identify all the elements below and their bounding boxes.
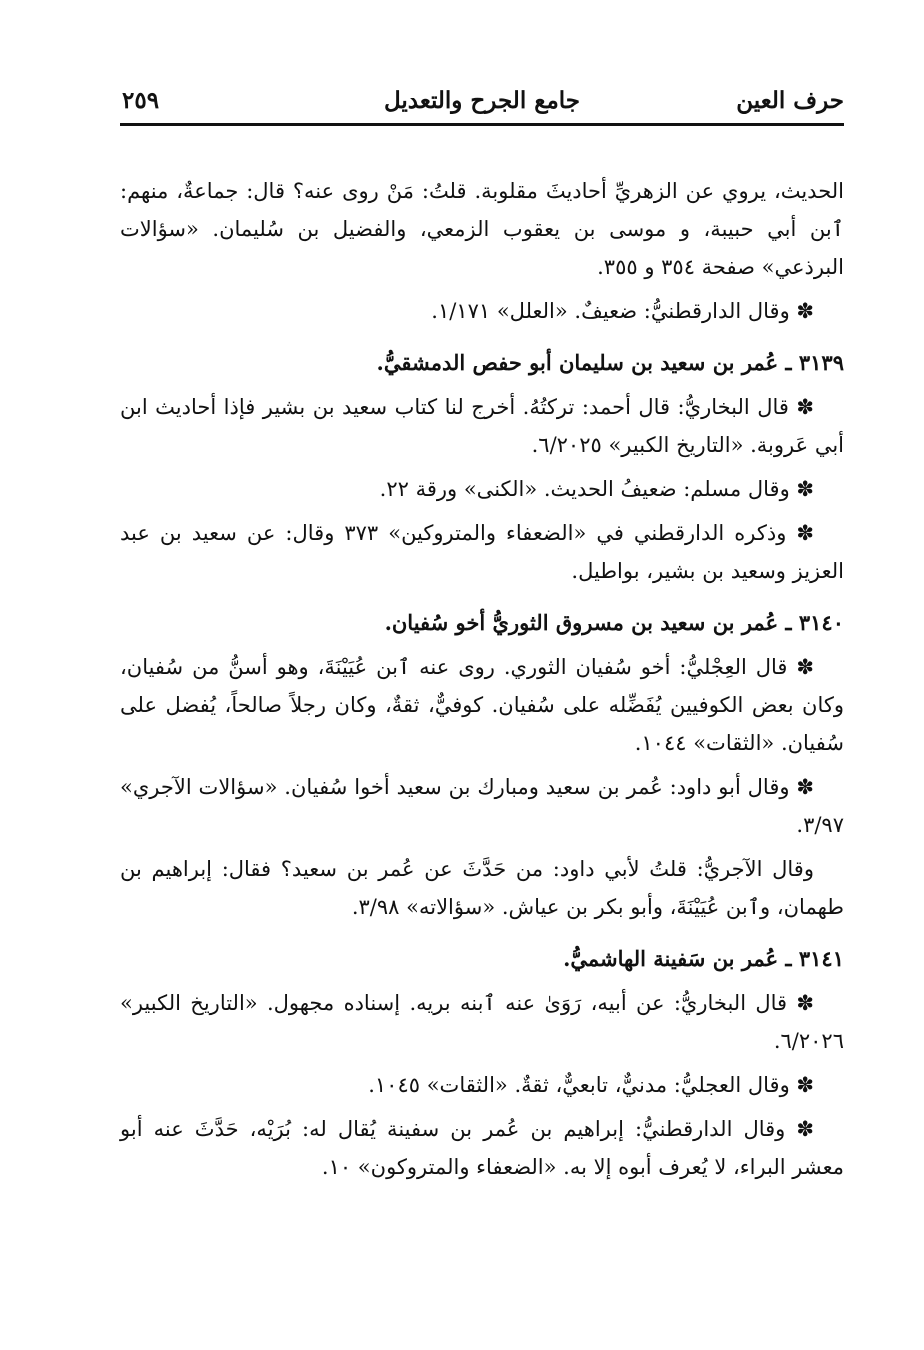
chapter-title: حرف العين [736, 87, 844, 114]
paragraph: الحديث، يروي عن الزهريِّ أحاديثَ مقلوبة. قلتُ: مَنْ روى عنه؟ قال: جماعةٌ، منهم: ٱبن أبي حبيبة، و موسى بن يعقوب الزمعي، والفضيل بن سُليمان. «سؤالات البرذعي» صفحة ٣٥٤ و ٣٥٥. [120, 179, 844, 279]
paragraph: ✽ وقال مسلم: ضعيفُ الحديث. «الكنى» ورقة ٢٢. [379, 477, 814, 501]
page-body [120, 172, 844, 1192]
paragraph: ✽ قال البخاريُّ: عن أبيه، رَوَىٰ عنه ٱبنه بريه. إسناده مجهول. «التاريخ الكبير» ٦/٢٠٢٦. [120, 991, 844, 1053]
paragraph: ✽ وقال العجليُّ: مدنيٌّ، تابعيٌّ، ثقةٌ. «الثقات» ١٠٤٥. [368, 1073, 814, 1097]
paragraph: ✽ وذكره الدارقطني في «الضعفاء والمتروكين» ٣٧٣ وقال: عن سعيد بن عبد العزيز وسعيد بن بشير، بواطيل. [120, 521, 844, 583]
paragraph: وقال الآجريُّ: قلتُ لأبي داود: من حَدَّثَ عن عُمر بن سعيد؟ فقال: إبراهيم بن طهمان، وٱبن عُيَيْنَةَ، وأبو بكر بن عياش. «سؤالاته» ٣/٩٨. [120, 857, 844, 919]
paragraph: ✽ وقال أبو داود: عُمر بن سعيد ومبارك بن سعيد أخوا سُفيان. «سؤالات الآجري» ٣/٩٧. [120, 775, 844, 837]
paragraph: ✽ قال العِجْليُّ: أخو سُفيان الثوري. روى عنه ٱبن عُيَيْنَةَ، وهو أسنُّ من سُفيان، وكان بعض الكوفيين يُفَضِّله على سُفيان. كوفيٌّ، ثقةٌ، وكان رجلاً صالحاً، يُفضل على سُفيان. «الثقات» ١٠٤٤. [120, 655, 844, 755]
paragraph: ✽ وقال الدارقطنيُّ: إبراهيم بن عُمر بن سفينة يُقال له: بُرَيْه، حَدَّثَ عنه أبو معشر البراء، لا يُعرف أبوه إلا به. «الضعفاء والمتروكون» ١٠. [120, 1117, 844, 1179]
page-number: ٢٥٩ [122, 87, 160, 114]
header-rule [120, 123, 844, 126]
entry-heading-3141: ٣١٤١ ـ عُمر بن سَفينة الهاشميُّ. [563, 946, 844, 971]
paragraph: ✽ قال البخاريُّ: قال أحمد: تركتُهُ. أخرج لنا كتاب سعيد بن بشير فإذا أحاديث ابن أبي عَروبة. «التاريخ الكبير» ٦/٢٠٢٥. [120, 395, 844, 457]
paragraph: ✽ وقال الدارقطنيُّ: ضعيفٌ. «العلل» ١/١٧١. [431, 299, 814, 323]
running-header [120, 84, 844, 124]
book-title: جامع الجرح والتعديل [383, 87, 581, 114]
entry-heading-3140: ٣١٤٠ ـ عُمر بن سعيد بن مسروق الثوريُّ أخو سُفيان. [384, 610, 844, 635]
entry-heading-3139: ٣١٣٩ ـ عُمر بن سعيد بن سليمان أبو حفص الدمشقيُّ. [376, 350, 844, 375]
